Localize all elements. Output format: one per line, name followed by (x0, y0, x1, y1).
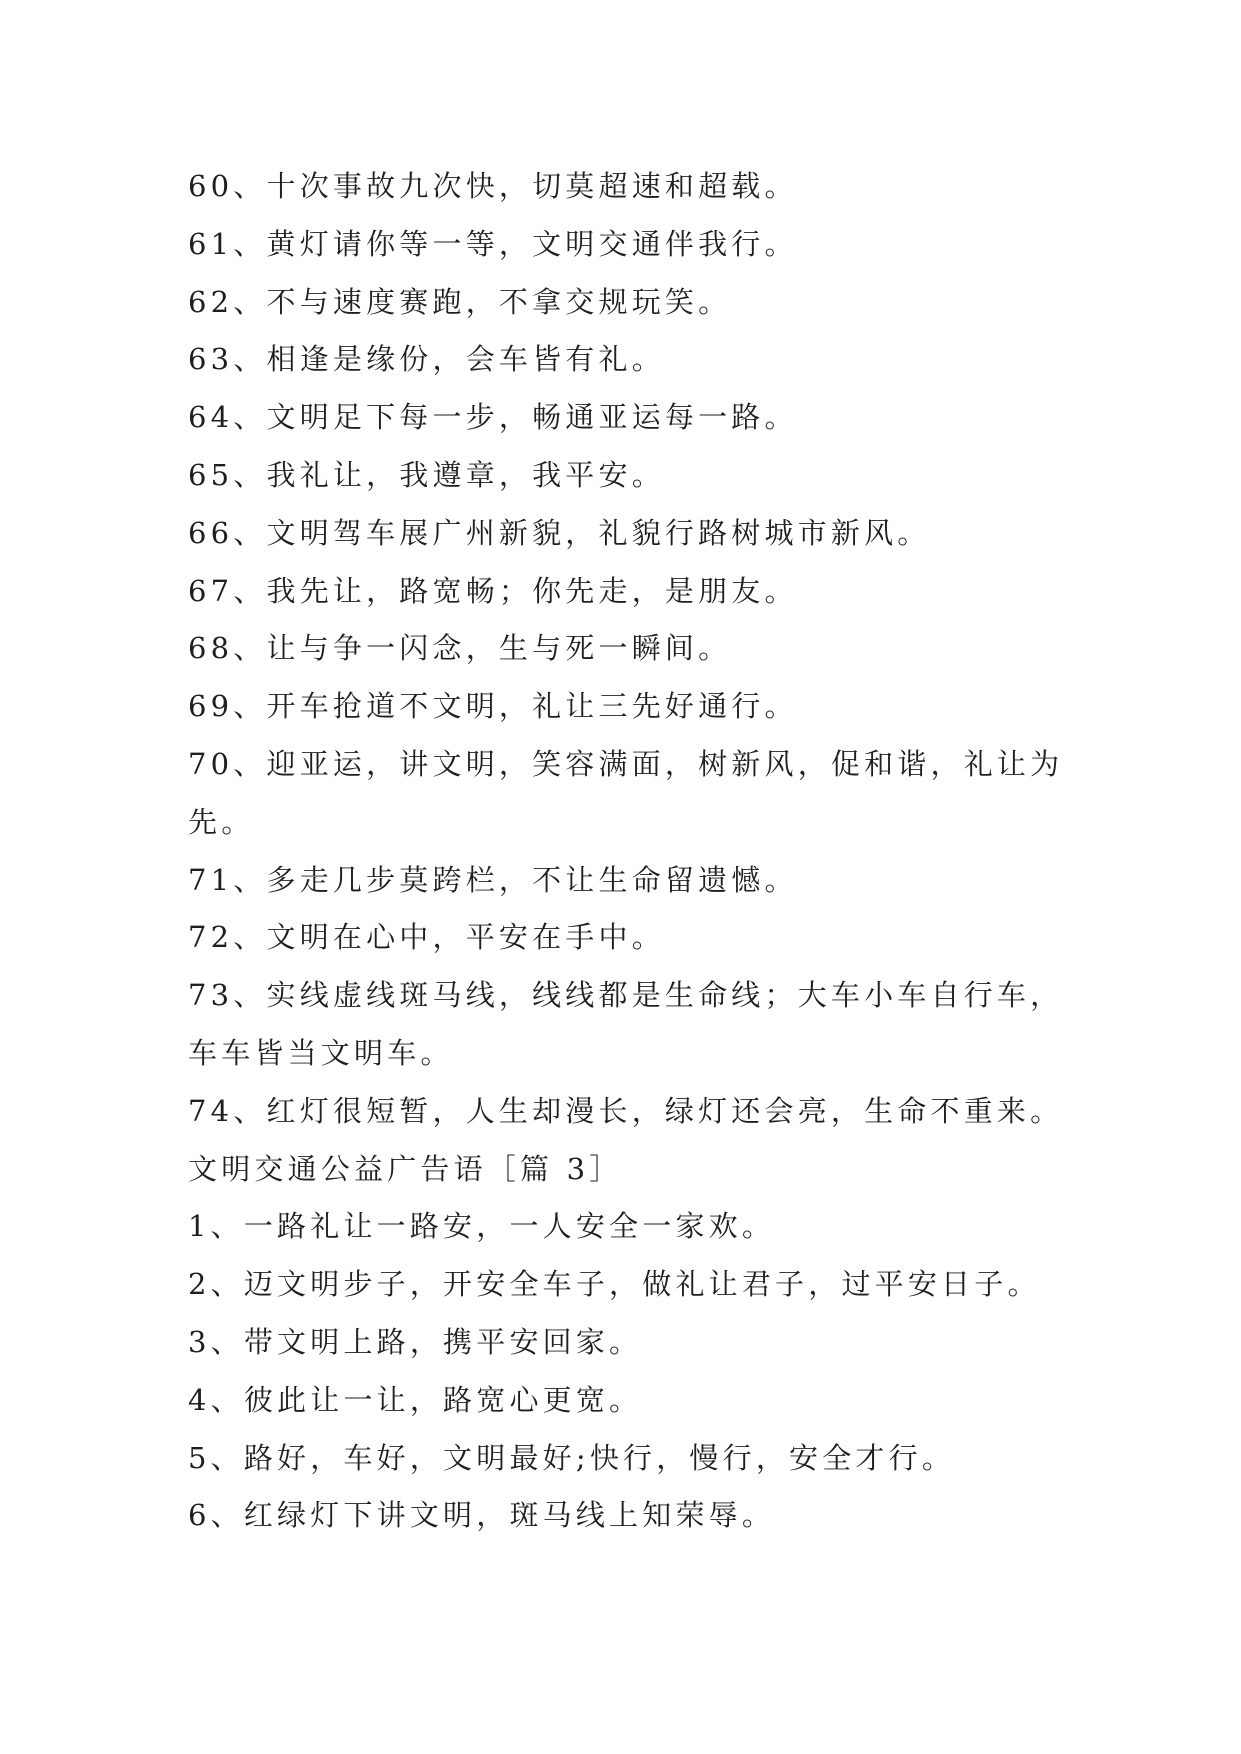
slogan-line-continuation: 车车皆当文明车。 (188, 1035, 454, 1070)
slogan-line: 3、带文明上路，携平安回家。 (188, 1324, 643, 1359)
slogan-line: 73、实线虚线斑马线，线线都是生命线；大车小车自行车， (188, 978, 1064, 1013)
slogan-line: 71、多走几步莫跨栏，不让生命留遗憾。 (188, 862, 798, 897)
slogan-line: 62、不与速度赛跑，不拿交规玩笑。 (188, 284, 732, 319)
slogan-line: 69、开车抢道不文明，礼让三先好通行。 (188, 689, 798, 724)
slogan-line: 63、相逢是缘份，会车皆有礼。 (188, 342, 665, 377)
section-heading: 文明交通公益广告语［篇 3］ (188, 1151, 623, 1186)
slogan-line: 2、迈文明步子，开安全车子，做礼让君子，过平安日子。 (188, 1267, 1041, 1302)
slogan-line: 1、一路礼让一路安，一人安全一家欢。 (188, 1209, 776, 1244)
slogan-line: 74、红灯很短暂，人生却漫长，绿灯还会亮，生命不重来。 (188, 1093, 1064, 1128)
slogan-line: 67、我先让，路宽畅；你先走，是朋友。 (188, 573, 798, 608)
slogan-line: 65、我礼让，我遵章，我平安。 (188, 457, 665, 492)
slogan-line: 4、彼此让一让，路宽心更宽。 (188, 1382, 643, 1417)
slogan-line: 68、让与争一闪念，生与死一瞬间。 (188, 631, 732, 666)
slogan-line: 72、文明在心中，平安在手中。 (188, 920, 665, 955)
document-body (188, 158, 1088, 1545)
slogan-line: 60、十次事故九次快，切莫超速和超载。 (188, 169, 798, 203)
slogan-line: 61、黄灯请你等一等，文明交通伴我行。 (188, 226, 798, 261)
slogan-line: 5、路好，车好，文明最好;快行，慢行，安全才行。 (188, 1440, 956, 1475)
slogan-line: 64、文明足下每一步，畅通亚运每一路。 (188, 400, 798, 435)
slogan-line: 70、迎亚运，讲文明，笑容满面，树新风，促和谐，礼让为 (188, 746, 1064, 781)
slogan-line: 66、文明驾车展广州新貌，礼貌行路树城市新风。 (188, 515, 931, 550)
slogan-line: 6、红绿灯下讲文明，斑马线上知荣辱。 (188, 1498, 776, 1533)
slogan-line-continuation: 先。 (188, 804, 255, 839)
